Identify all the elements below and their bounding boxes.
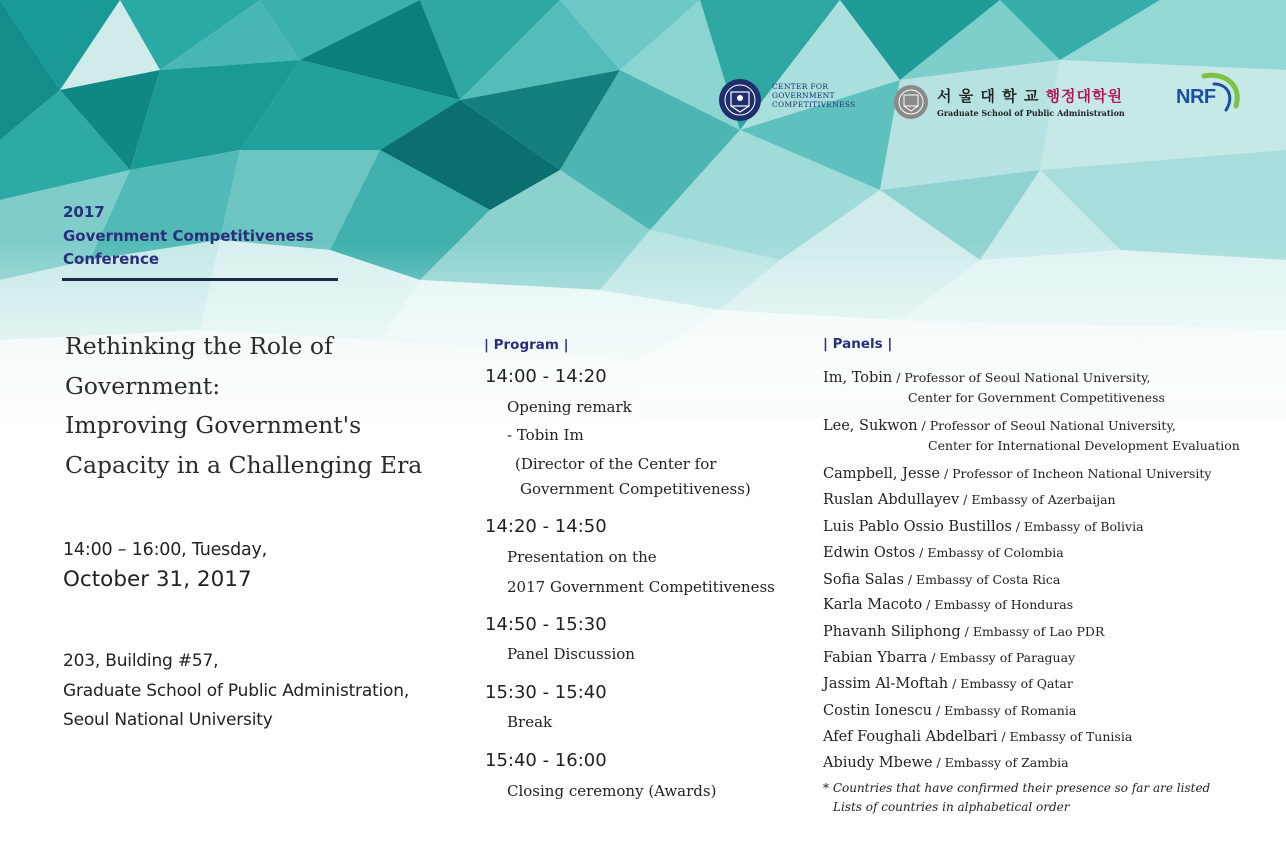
panel-name: Im, Tobin: [823, 370, 893, 386]
conference-name-line-2: Conference: [63, 250, 160, 268]
panel-name: Abiudy Mbewe: [823, 755, 933, 771]
panel-item: [823, 726, 1132, 745]
panel-name: Ruslan Abdullayev: [823, 492, 960, 508]
panel-role: / Embassy of Bolivia: [1011, 519, 1144, 534]
panels-footnote: [823, 779, 1210, 817]
title-line-3: Improving Government's: [65, 411, 362, 439]
panel-name: Phavanh Siliphong: [823, 624, 961, 640]
venue: [63, 647, 409, 736]
panel-role: / Professor of Incheon National University: [939, 466, 1212, 481]
panel-name: Karla Macoto: [823, 597, 923, 613]
panel-role: / Embassy of Zambia: [932, 755, 1069, 770]
event-time: 14:00 – 16:00, Tuesday,: [63, 540, 268, 560]
panel-item: [823, 700, 1076, 719]
footnote-line-1: * Countries that have confirmed their presence so far are listed: [823, 781, 1211, 795]
gspa-korean-highlight: 행정대학원: [1045, 87, 1124, 105]
snu-seal-gray-icon: [893, 84, 929, 120]
program-desc-panel: Panel Discussion: [507, 645, 635, 663]
gspa-korean-name: [937, 85, 1123, 106]
conference-heading: [63, 201, 314, 272]
conference-name-line-1: Government Competitiveness: [63, 226, 314, 245]
panel-item: [823, 367, 1151, 386]
main-title: [65, 327, 465, 485]
gspa-logo: [891, 72, 1151, 128]
panel-item: [823, 542, 1064, 561]
heading-divider: [62, 278, 338, 281]
panel-name: Jassim Al-Moftah: [823, 676, 949, 692]
panel-item: [823, 752, 1069, 771]
program-desc-opening: Opening remark: [507, 398, 632, 416]
event-date: October 31, 2017: [63, 567, 252, 592]
panel-item: [823, 673, 1073, 692]
panels-heading: | Panels |: [823, 336, 893, 352]
program-time-break: 15:30 - 15:40: [485, 682, 607, 703]
title-line-2: Government:: [65, 371, 221, 400]
program-role-line-1: (Director of the Center for: [515, 455, 717, 473]
panel-role: / Embassy of Paraguay: [927, 650, 1076, 665]
cgc-line-1: CENTER FOR: [772, 82, 829, 91]
panel-item: [823, 415, 1176, 434]
panel-name: Sofia Salas: [823, 572, 904, 588]
nrf-logo: [1174, 72, 1244, 128]
program-desc-presentation-1: Presentation on the: [507, 548, 657, 566]
panel-role: / Professor of Seoul National University,: [892, 370, 1151, 385]
program-time-closing: 15:40 - 16:00: [485, 750, 607, 771]
program-desc-presentation-2: 2017 Government Competitiveness: [507, 578, 775, 596]
panel-name: Luis Pablo Ossio Bustillos: [823, 519, 1012, 535]
gspa-korean-plain: 서 울 대 학 교: [937, 87, 1046, 105]
panel-name: Lee, Sukwon: [823, 418, 918, 434]
panel-role: / Professor of Seoul National University,: [917, 418, 1176, 433]
cgc-line-2: GOVERNMENT: [772, 91, 835, 100]
program-role-line-2: Government Competitiveness): [520, 480, 751, 498]
panel-name: Campbell, Jesse: [823, 466, 940, 482]
panel-name: Costin Ionescu: [823, 703, 932, 719]
panel-role: / Embassy of Costa Rica: [903, 572, 1061, 587]
venue-line-1: 203, Building #57,: [63, 651, 219, 671]
panel-name: Afef Foughali Abdelbari: [823, 729, 998, 745]
title-line-4: Capacity in a Challenging Era: [65, 450, 423, 479]
panel-role: / Embassy of Romania: [931, 703, 1077, 718]
venue-line-2: Graduate School of Public Administration,: [63, 680, 410, 701]
program-time-presentation: 14:20 - 14:50: [485, 516, 607, 537]
panel-role: / Embassy of Honduras: [922, 597, 1074, 612]
panel-name: Fabian Ybarra: [823, 650, 928, 666]
program-time-opening: 14:00 - 14:20: [485, 366, 607, 387]
panel-role: / Embassy of Colombia: [915, 545, 1064, 560]
venue-line-3: Seoul National University: [63, 710, 273, 730]
title-line-1: Rethinking the Role of: [65, 332, 333, 360]
panel-item: [823, 621, 1104, 640]
conference-year: 2017: [63, 203, 105, 221]
panel-role: / Embassy of Tunisia: [997, 729, 1133, 744]
panel-item: [823, 569, 1060, 588]
cgc-logo: [716, 72, 876, 128]
footnote-line-2: Lists of countries in alphabetical order: [833, 800, 1070, 814]
nrf-wordmark: NRF: [1176, 86, 1216, 108]
panel-item: [823, 463, 1211, 482]
panel-item: [823, 516, 1144, 535]
cgc-line-3: COMPETITIVENESS: [772, 100, 856, 109]
program-desc-closing: Closing ceremony (Awards): [507, 782, 717, 800]
gspa-english-name: Graduate School of Public Administration: [937, 108, 1125, 118]
program-speaker-opening: - Tobin Im: [507, 426, 584, 444]
snu-seal-icon: [718, 78, 762, 122]
panel-role: / Embassy of Qatar: [948, 676, 1073, 691]
panel-name: Edwin Ostos: [823, 545, 916, 561]
panel-item: [823, 489, 1116, 508]
panel-item: [823, 594, 1073, 613]
panel-role-continued: Center for International Development Evaluation: [928, 438, 1240, 453]
panel-role: / Embassy of Azerbaijan: [959, 492, 1116, 507]
program-heading: | Program |: [484, 337, 569, 353]
panel-role-continued: Center for Government Competitiveness: [908, 390, 1165, 405]
program-time-panel: 14:50 - 15:30: [485, 614, 607, 635]
panel-role: / Embassy of Lao PDR: [960, 624, 1105, 639]
panel-item: [823, 647, 1075, 666]
program-desc-break: Break: [507, 713, 553, 731]
